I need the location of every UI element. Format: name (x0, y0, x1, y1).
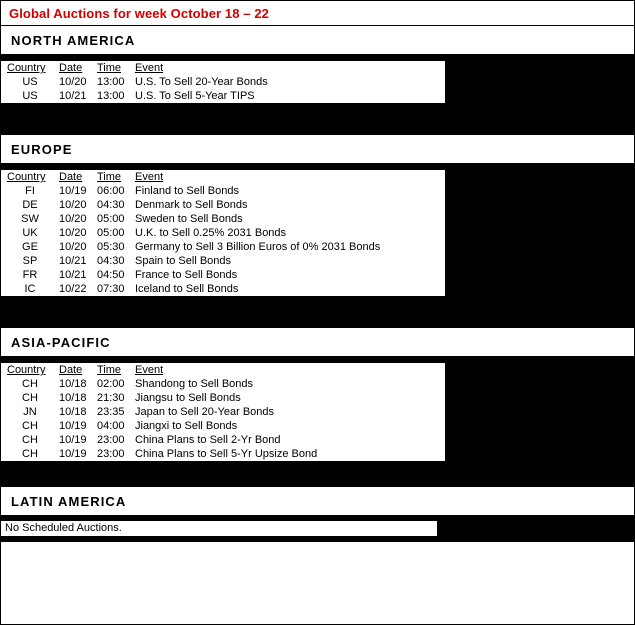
section-header-latin-america: LATIN AMERICA (1, 487, 634, 516)
cell-date: 10/19 (59, 420, 87, 432)
section-north-america (1, 26, 634, 135)
cell-country: UK (22, 227, 38, 239)
cell-event: Denmark to Sell Bonds (135, 199, 248, 211)
cell-date: 10/18 (59, 392, 87, 404)
column-header-event: Event (135, 364, 164, 376)
cell-country: CH (22, 420, 38, 432)
cell-event: Shandong to Sell Bonds (135, 378, 254, 390)
cell-country: FI (25, 185, 35, 197)
cell-event: Jiangsu to Sell Bonds (135, 392, 241, 404)
auctions-table-north-america (1, 61, 445, 103)
cell-time: 23:00 (97, 434, 125, 446)
auctions-table-europe (1, 170, 445, 296)
cell-date: 10/18 (59, 378, 87, 390)
cell-event: Finland to Sell Bonds (135, 185, 239, 197)
cell-country: DE (22, 199, 38, 211)
table-row (1, 419, 445, 433)
section-body-europe (1, 164, 634, 328)
cell-date: 10/21 (59, 255, 87, 267)
cell-event: Spain to Sell Bonds (135, 255, 232, 267)
table-row (1, 89, 445, 103)
cell-country: SP (22, 255, 38, 267)
cell-event: U.K. to Sell 0.25% 2031 Bonds (135, 227, 287, 239)
cell-country: JN (23, 406, 37, 418)
cell-event: France to Sell Bonds (135, 269, 238, 281)
cell-time: 23:00 (97, 448, 125, 460)
table-row (1, 184, 445, 198)
document-title-bar (1, 1, 634, 26)
cell-time: 05:00 (97, 227, 125, 239)
cell-date: 10/20 (59, 241, 87, 253)
cell-event: U.S. To Sell 20-Year Bonds (135, 76, 268, 88)
cell-country: CH (22, 434, 38, 446)
cell-event: U.S. To Sell 5-Year TIPS (135, 90, 255, 102)
section-header-europe: EUROPE (1, 135, 634, 164)
section-body-latin-america (1, 516, 634, 542)
page-title: Global Auctions for week October 18 – 22 (9, 6, 269, 21)
column-header-event: Event (135, 171, 164, 183)
cell-event: Sweden to Sell Bonds (135, 213, 243, 225)
column-header-country: Country (7, 62, 46, 74)
spacer (1, 296, 634, 328)
column-header-country: Country (7, 171, 46, 183)
cell-date: 10/20 (59, 213, 87, 225)
column-header-time: Time (97, 364, 122, 376)
cell-time: 21:30 (97, 392, 125, 404)
no-scheduled-auctions-message: No Scheduled Auctions. (1, 521, 437, 536)
cell-time: 04:00 (97, 420, 125, 432)
cell-country: CH (22, 378, 38, 390)
table-row (1, 226, 445, 240)
column-header-country: Country (7, 364, 46, 376)
table-row (1, 391, 445, 405)
cell-country: FR (22, 269, 38, 281)
cell-event: China Plans to Sell 5-Yr Upsize Bond (135, 448, 318, 460)
cell-time: 02:00 (97, 378, 125, 390)
cell-time: 05:30 (97, 241, 125, 253)
section-body-north-america (1, 55, 634, 135)
column-header-event: Event (135, 62, 164, 74)
cell-time: 05:00 (97, 213, 125, 225)
table-wrap-asia-pacific (1, 363, 634, 461)
spacer (1, 461, 634, 487)
cell-time: 23:35 (97, 406, 125, 418)
cell-date: 10/20 (59, 227, 87, 239)
table-row (1, 75, 445, 89)
cell-event: Japan to Sell 20-Year Bonds (135, 406, 275, 418)
section-header-north-america: NORTH AMERICA (1, 26, 634, 55)
table-row (1, 240, 445, 254)
table-row (1, 377, 445, 391)
column-header-time: Time (97, 171, 122, 183)
auctions-table-asia-pacific (1, 363, 445, 461)
table-wrap-europe (1, 170, 634, 296)
table-row (1, 282, 445, 296)
cell-country: CH (22, 392, 38, 404)
section-header-asia-pacific: ASIA-PACIFIC (1, 328, 634, 357)
cell-date: 10/19 (59, 448, 87, 460)
cell-date: 10/20 (59, 76, 87, 88)
cell-event: China Plans to Sell 2-Yr Bond (135, 434, 281, 446)
cell-time: 04:30 (97, 255, 125, 267)
cell-time: 04:30 (97, 199, 125, 211)
cell-date: 10/21 (59, 269, 87, 281)
cell-event: Germany to Sell 3 Billion Euros of 0% 2031 Bonds (135, 241, 381, 253)
table-row (1, 405, 445, 419)
table-header-row (1, 61, 445, 75)
table-row (1, 447, 445, 461)
cell-date: 10/19 (59, 434, 87, 446)
spacer (1, 536, 634, 542)
column-header-date: Date (59, 171, 83, 183)
cell-time: 13:00 (97, 76, 125, 88)
section-body-asia-pacific (1, 357, 634, 487)
section-latin-america (1, 487, 634, 542)
table-header-row (1, 363, 445, 377)
cell-event: Iceland to Sell Bonds (135, 283, 239, 295)
cell-date: 10/18 (59, 406, 87, 418)
cell-event: Jiangxi to Sell Bonds (135, 420, 238, 432)
table-row (1, 198, 445, 212)
cell-country: SW (21, 213, 39, 225)
cell-time: 06:00 (97, 185, 125, 197)
cell-country: US (22, 90, 38, 102)
cell-country: IC (24, 283, 36, 295)
spacer (1, 103, 634, 135)
cell-time: 04:50 (97, 269, 125, 281)
cell-country: CH (22, 448, 38, 460)
cell-country: GE (22, 241, 38, 253)
cell-date: 10/20 (59, 199, 87, 211)
table-wrap-north-america (1, 61, 634, 103)
cell-date: 10/22 (59, 283, 87, 295)
section-asia-pacific (1, 328, 634, 487)
table-row (1, 254, 445, 268)
section-europe (1, 135, 634, 328)
cell-date: 10/19 (59, 185, 87, 197)
cell-date: 10/21 (59, 90, 87, 102)
column-header-date: Date (59, 364, 83, 376)
table-row (1, 433, 445, 447)
cell-time: 07:30 (97, 283, 125, 295)
table-row (1, 212, 445, 226)
column-header-date: Date (59, 62, 83, 74)
cell-country: US (22, 76, 38, 88)
column-header-time: Time (97, 62, 122, 74)
cell-time: 13:00 (97, 90, 125, 102)
table-header-row (1, 170, 445, 184)
table-row (1, 268, 445, 282)
